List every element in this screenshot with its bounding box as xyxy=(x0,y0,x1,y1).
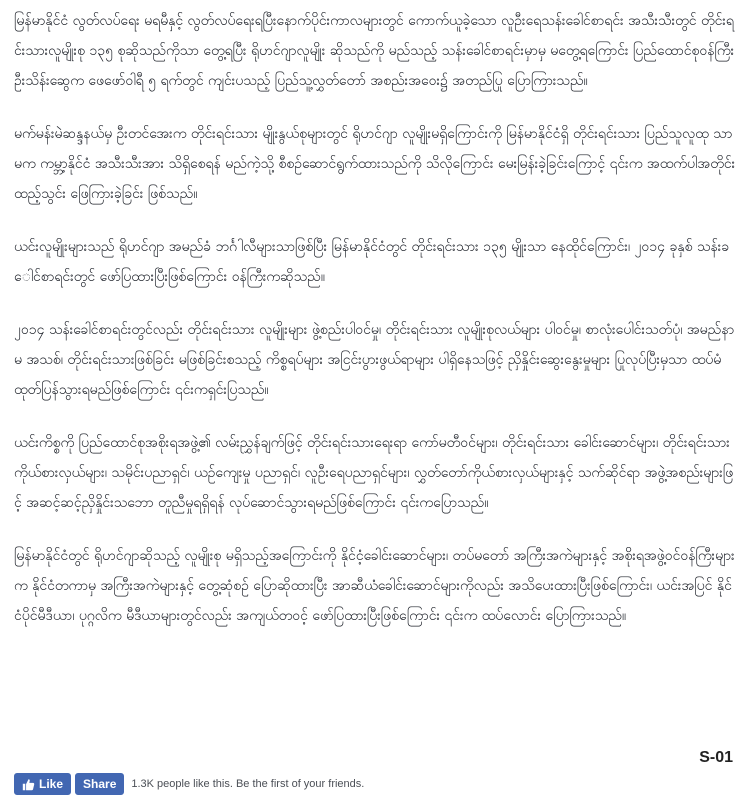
facebook-social-text: 1.3K people like this. Be the first of your friends. xyxy=(131,778,365,790)
thumbs-up-icon xyxy=(22,778,35,791)
article-paragraph: ယင်းလူမျိုးများသည် ရိုဟင်ဂျာ အမည်ခံ ဘင်္ဂါလီများသာဖြစ်ပြီး မြန်မာနိုင်ငံတွင် တိုင်းရင်းသား ၁၃၅ မျိုးသာ နေထိုင်ကြောင်း၊ ၂၀၁၄ ခုနှစ် သန်းခေါင်စာရင်းတွင် ဖော်ပြထားပြီးဖြစ်ကြောင်း ဝန်ကြီးကဆိုသည်။ xyxy=(14,239,730,285)
article-paragraph: မြန်မာနိုင်ငံ လွတ်လပ်ရေး မရမီနှင့် လွတ်လပ်ရေးရပြီးနောက်ပိုင်းကာလများတွင် ကောက်ယူခဲ့သော လူဦးရေသန်းခေါင်စာရင်း အသီးသီးတွင် တိုင်းရင်းသားလူမျိုးစု ၁၃၅ စုဆိုသည်ကိုသာ တွေ့ရပြီး ရိုဟင်ဂျာလူမျိုး ဆိုသည်ကို မည်သည့် သန်းခေါင်စာရင်းမှာမှ မတွေ့ရကြောင်း ပြည်ထောင်စုဝန်ကြီး ဦးသိန်းဆွေက ဖေဖော်ဝါရီ ၅ ရက်တွင် ကျင်းပသည့် ပြည်သူ့လွှတ်တော် အစည်းအဝေး၌ အတည်ပြု ပြောကြားသည်။ xyxy=(14,13,735,89)
article-paragraph: မြန်မာနိုင်ငံတွင် ရိုဟင်ဂျာဆိုသည့် လူမျိုးစု မရှိသည့်အကြောင်းကို နိုင်ငံ့ခေါင်းဆောင်များ၊ တပ်မတော် အကြီးအကဲများနှင့် အစိုးရအဖွဲ့ဝင်ဝန်ကြီးများက နိုင်ငံတကာမှ အကြီးအကဲများနှင့် တွေ့ဆုံစဉ် ပြောဆိုထားပြီး အာဆီယံခေါင်းဆောင်များကိုလည်း အသိပေးထားပြီးဖြစ်ကြောင်း၊ ယင်းအပြင် နိုင်ငံပိုင်မီဒီယာ၊ ပုဂ္ဂလိက မီဒီယာများတွင်လည်း အကျယ်တဝင့် ဖော်ပြထားပြီးဖြစ်ကြောင်း ၎င်းက ထပ်လောင်း ပြောကြားသည်။ xyxy=(14,548,735,624)
facebook-share-button[interactable] xyxy=(75,773,124,795)
facebook-like-button[interactable] xyxy=(14,773,71,795)
article-paragraph: ယင်းကိစ္စကို ပြည်ထောင်စုအစိုးရအဖွဲ့၏ လမ်းညွှန်ချက်ဖြင့် တိုင်းရင်းသားရေးရာ ကော်မတီဝင်များ၊ တိုင်းရင်းသား ခေါင်းဆောင်များ၊ တိုင်းရင်းသားကိုယ်စားလှယ်များ၊ သမိုင်းပညာရှင်၊ ယဉ်ကျေးမှု ပညာရှင်၊ လူဦးရေပညာရှင်များ၊ လွှတ်တော်ကိုယ်စားလှယ်များနှင့် သက်ဆိုင်ရာ အဖွဲ့အစည်းများဖြင့် အဆင့်ဆင့်ညှိနှိုင်းသဘော တူညီမှုရရှိရန် လုပ်ဆောင်သွားရမည်ဖြစ်ကြောင်း ၎င်းကပြောသည်။ xyxy=(14,435,734,511)
article-paragraph: ၂၀၁၄ သန်းခေါင်စာရင်းတွင်လည်း တိုင်းရင်းသား လူမျိုးများ ဖွဲ့စည်းပါဝင်မှု၊ တိုင်းရင်းသား လူမျိုးစုလယ်များ ပါဝင်မှု၊ စာလုံးပေါင်းသတ်ပုံ၊ အမည်နာမ အသစ်၊ တိုင်းရင်းသားဖြစ်ခြင်း မဖြစ်ခြင်းစသည့် ကိစ္စရပ်များ အငြင်းပွားဖွယ်ရာများ ပါရှိနေသဖြင့် ညှိနှိုင်းဆွေးနွေးမှုများ ပြုလုပ်ပြီးမှသာ ထပ်မံ ထုတ်ပြန်သွားရမည်ဖြစ်ကြောင်း ၎င်းကရှင်းပြသည်။ xyxy=(14,322,735,398)
like-button-label: Like xyxy=(39,777,64,791)
share-button-label: Share xyxy=(83,777,117,791)
facebook-like-bar xyxy=(14,773,364,795)
article-body xyxy=(14,6,736,654)
article-paragraph: မက်မန်းမဲဆန္ဒနယ်မှ ဦးတင်အေးက တိုင်းရင်းသား မျိုးနွယ်စုများတွင် ရိုဟင်ဂျာ လူမျိုးမရှိကြောင်းကို မြန်မာနိုင်ငံရှိ တိုင်းရင်းသား ပြည်သူလူထု သာမက ကမ္ဘာ့နိုင်ငံ အသီးသီးအား သိရှိစေရန် မည်ကဲ့သို့ စီစဉ်ဆောင်ရွက်ထားသည်ကို သိလိုကြောင်း မေးမြန်းခဲ့ခြင်းကြောင့် ၎င်းက အထက်ပါအတိုင်း ထည့်သွင်း ဖြေကြားခဲ့ခြင်း ဖြစ်သည်။ xyxy=(14,126,736,202)
article-code-label: S-01 xyxy=(699,749,733,766)
